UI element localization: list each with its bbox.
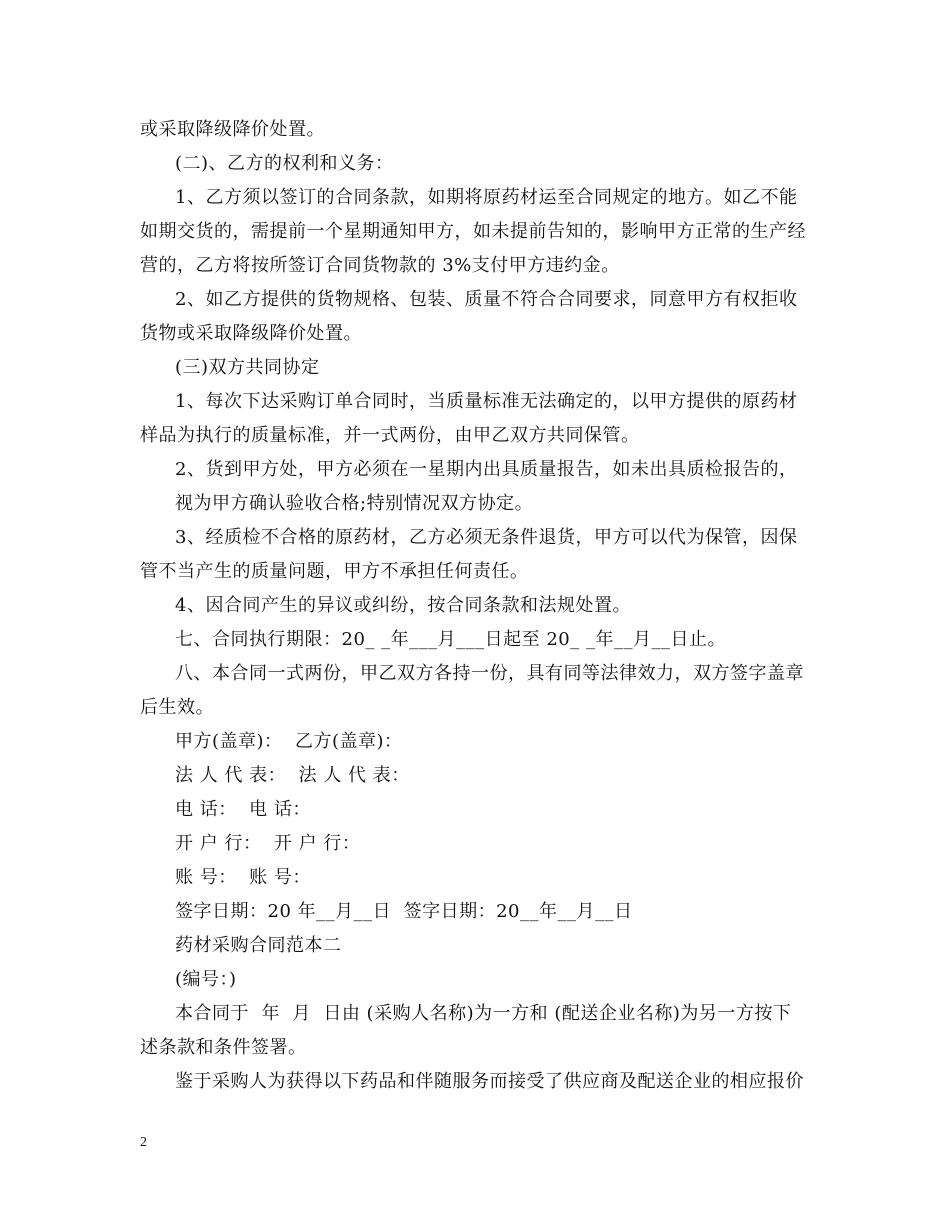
signature-date-line: 签字日期：20 年__月__日 签字日期：20__年__月__日 (175, 901, 633, 922)
text-line: 1、乙方须以签订的合同条款，如期将原药材运至合同规定的地方。如乙不能 (175, 187, 798, 208)
signature-bank-line: 开 户 行： 开 户 行： (175, 833, 361, 854)
text-line: 样品为执行的质量标准，并一式两份，由甲乙双方共同保管。 (140, 425, 640, 446)
text-line: 2、如乙方提供的货物规格、包装、质量不符合合同要求，同意甲方有权拒收 (175, 289, 798, 310)
signature-party-line: 甲方(盖章)： 乙方(盖章)： (175, 731, 403, 752)
text-line: 鉴于采购人为获得以下药品和伴随服务而接受了供应商及配送企业的相应报价 (175, 1071, 804, 1092)
contract-term-line: 七、合同执行期限：20_ _年___月___日起至 20_ _年__月__日止。 (175, 629, 726, 650)
text-line: 八、本合同一式两份，甲乙双方各持一份，具有同等法律效力，双方签字盖章 (175, 663, 804, 684)
document-title: 药材采购合同范本二 (175, 935, 342, 956)
signature-representative-line: 法 人 代 表： 法 人 代 表： (175, 765, 410, 786)
signature-account-line: 账 号： 账 号： (175, 867, 311, 888)
signature-phone-line: 电 话： 电 话： (175, 799, 311, 820)
text-line: 如期交货的，需提前一个星期通知甲方，如未提前告知的，影响甲方正常的生产经 (140, 221, 806, 242)
page-number: 2 (140, 1135, 147, 1150)
section-heading: (二)、乙方的权利和义务： (175, 153, 394, 174)
document-number: (编号：) (175, 969, 237, 990)
text-line: 2、货到甲方处，甲方必须在一星期内出具质量报告，如未出具质检报告的， (175, 459, 798, 480)
text-line: 1、每次下达采购订单合同时，当质量标准无法确定的，以甲方提供的原药材 (175, 391, 798, 412)
text-line: 货物或采取降级降价处置。 (140, 323, 362, 344)
text-line: 视为甲方确认验收合格;特别情况双方协定。 (175, 493, 534, 514)
text-line: 述条款和条件签署。 (140, 1037, 307, 1058)
text-line: 管不当产生的质量问题，甲方不承担任何责任。 (140, 561, 529, 582)
text-line: 或采取降级降价处置。 (140, 119, 325, 140)
text-line: 4、因合同产生的异议或纠纷，按合同条款和法规处置。 (175, 595, 631, 616)
section-heading: (三)双方共同协定 (175, 357, 320, 378)
text-line: 3、经质检不合格的原药材，乙方必须无条件退货，甲方可以代为保管，因保 (175, 527, 798, 548)
text-line: 本合同于 年 月 日由 (采购人名称)为一方和 (配送企业名称)为另一方按下 (175, 1003, 792, 1024)
text-line: 后生效。 (140, 697, 214, 718)
text-line: 营的，乙方将按所签订合同货物款的 3%支付甲方违约金。 (140, 255, 620, 276)
